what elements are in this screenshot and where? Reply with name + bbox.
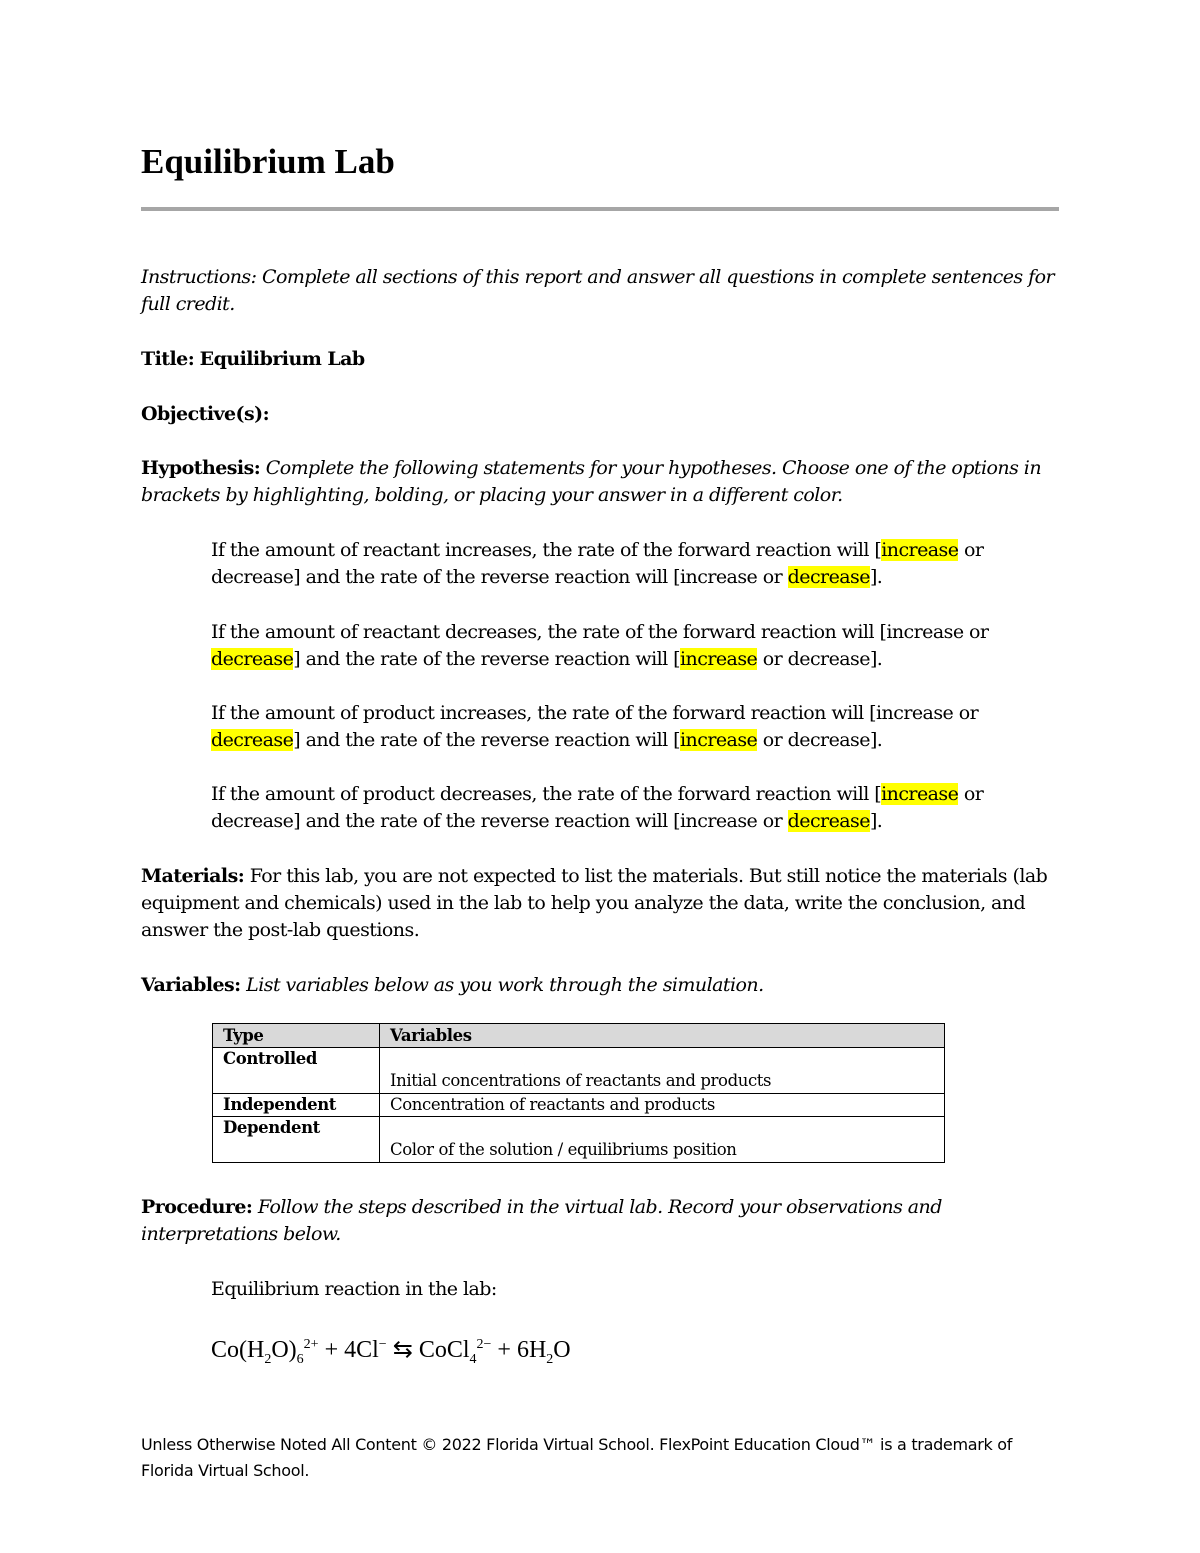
objective-label: Objective(s):: [141, 403, 270, 425]
table-row: [213, 1094, 945, 1117]
selected-option: increase: [881, 783, 959, 805]
eq-superscript: 2+: [303, 1337, 319, 1352]
eq-superscript: 2−: [476, 1337, 492, 1352]
statement-text: or: [953, 702, 979, 724]
table-header-row: [213, 1024, 945, 1048]
table-row: [213, 1117, 945, 1163]
statement-text: ].: [869, 810, 883, 832]
statement-text: ].: [869, 729, 883, 751]
variables-label: Variables:: [141, 974, 241, 996]
eq-subscript: 4: [469, 1351, 477, 1367]
hypothesis-label: Hypothesis:: [141, 457, 261, 479]
eq-subscript: 2: [264, 1351, 272, 1367]
option: increase: [680, 810, 758, 832]
selected-option: increase: [680, 729, 758, 751]
procedure-section: [141, 1194, 1059, 1248]
statement-text: or: [757, 648, 788, 670]
eq-part: O): [271, 1337, 297, 1363]
selected-option: decrease: [211, 729, 294, 751]
statement-text: or: [958, 539, 984, 561]
hypothesis-text: Complete the following statements for your hypotheses. Choose one of the options in brackets by highlighting, bolding, or placing your answer in a different color.: [141, 457, 1042, 506]
variables-text: List variables below as you work through the simulation.: [246, 974, 764, 996]
procedure-text: Follow the steps described in the virtual lab. Record your observations and interpretations below.: [141, 1196, 942, 1245]
statement-text: ] and the rate of the reverse reaction will [: [293, 648, 681, 670]
header-type: Type: [213, 1024, 380, 1048]
statement-text: If the amount of product increases, the rate of the forward reaction will [: [211, 702, 877, 724]
selected-option: decrease: [787, 566, 870, 588]
option: decrease: [787, 648, 870, 670]
statement-text: ] and the rate of the reverse reaction will [: [293, 810, 681, 832]
report-title-label: Title:: [141, 348, 195, 370]
option: increase: [886, 621, 964, 643]
materials-text: For this lab, you are not expected to list the materials. But still notice the materials (lab equipment and chemicals) used in the lab to help you analyze the data, write the conclusion, and answer the post-lab questions.: [141, 865, 1048, 941]
selected-option: decrease: [211, 648, 294, 670]
eq-part: CoCl: [418, 1337, 470, 1363]
eq-superscript: −: [378, 1337, 387, 1352]
document-title: Equilibrium Lab: [141, 142, 395, 181]
hypothesis-section: [141, 455, 1059, 509]
row-value: Initial concentrations of reactants and products: [390, 1071, 772, 1090]
statement-text: or: [958, 783, 984, 805]
statement-text: If the amount of reactant increases, the rate of the forward reaction will [: [211, 539, 882, 561]
option: increase: [876, 702, 954, 724]
row-type: Dependent: [213, 1117, 380, 1163]
materials-label: Materials:: [141, 865, 245, 887]
statement-text: or: [757, 729, 788, 751]
reaction-label: Equilibrium reaction in the lab:: [211, 1278, 497, 1300]
hypothesis-statement-3: [211, 700, 1059, 754]
statement-text: or: [757, 810, 788, 832]
option: decrease: [787, 729, 870, 751]
row-value-cell: [380, 1117, 945, 1163]
instructions-text: Instructions: Complete all sections of this report and answer all questions in complete sentences for full credit.: [141, 266, 1055, 315]
statement-text: or: [757, 566, 788, 588]
eq-part: + 6H: [491, 1337, 547, 1363]
row-type: Controlled: [213, 1048, 380, 1094]
equilibrium-arrow: ⇆: [386, 1337, 419, 1363]
eq-part: O: [553, 1337, 571, 1363]
equilibrium-equation: [211, 1328, 571, 1377]
selected-option: increase: [881, 539, 959, 561]
title-divider: [141, 207, 1059, 211]
hypothesis-statement-1: [211, 537, 1059, 591]
statement-text: ] and the rate of the reverse reaction will [: [293, 729, 681, 751]
option: decrease: [211, 810, 294, 832]
eq-part: + 4Cl: [318, 1337, 379, 1363]
selected-option: decrease: [787, 810, 870, 832]
option: decrease: [211, 566, 294, 588]
statement-text: ] and the rate of the reverse reaction will [: [293, 566, 681, 588]
hypothesis-statement-2: [211, 619, 1059, 673]
eq-subscript: 6: [296, 1351, 304, 1367]
row-value-cell: [380, 1048, 945, 1094]
row-value: Concentration of reactants and products: [380, 1094, 945, 1117]
statement-text: If the amount of reactant decreases, the rate of the forward reaction will [: [211, 621, 887, 643]
selected-option: increase: [680, 648, 758, 670]
eq-subscript: 2: [546, 1351, 554, 1367]
copyright-footer: Unless Otherwise Noted All Content © 2022 Florida Virtual School. FlexPoint Education Cloud™ is a trademark of Florida Virtual School.: [141, 1435, 1013, 1480]
materials-section: [141, 863, 1059, 944]
statement-text: ].: [869, 648, 883, 670]
statement-text: or: [963, 621, 989, 643]
option: increase: [680, 566, 758, 588]
variables-table: [212, 1023, 945, 1163]
report-title-line: [141, 346, 1059, 373]
procedure-label: Procedure:: [141, 1196, 253, 1218]
row-value: Color of the solution / equilibriums position: [390, 1140, 737, 1159]
statement-text: ].: [869, 566, 883, 588]
variables-section: [141, 972, 1059, 999]
table-row: [213, 1048, 945, 1094]
eq-part: Co(H: [211, 1337, 265, 1363]
statement-text: If the amount of product decreases, the rate of the forward reaction will [: [211, 783, 882, 805]
header-variables: Variables: [380, 1024, 945, 1048]
report-title-value: Equilibrium Lab: [199, 348, 365, 370]
hypothesis-statement-4: [211, 781, 1059, 835]
row-type: Independent: [213, 1094, 380, 1117]
